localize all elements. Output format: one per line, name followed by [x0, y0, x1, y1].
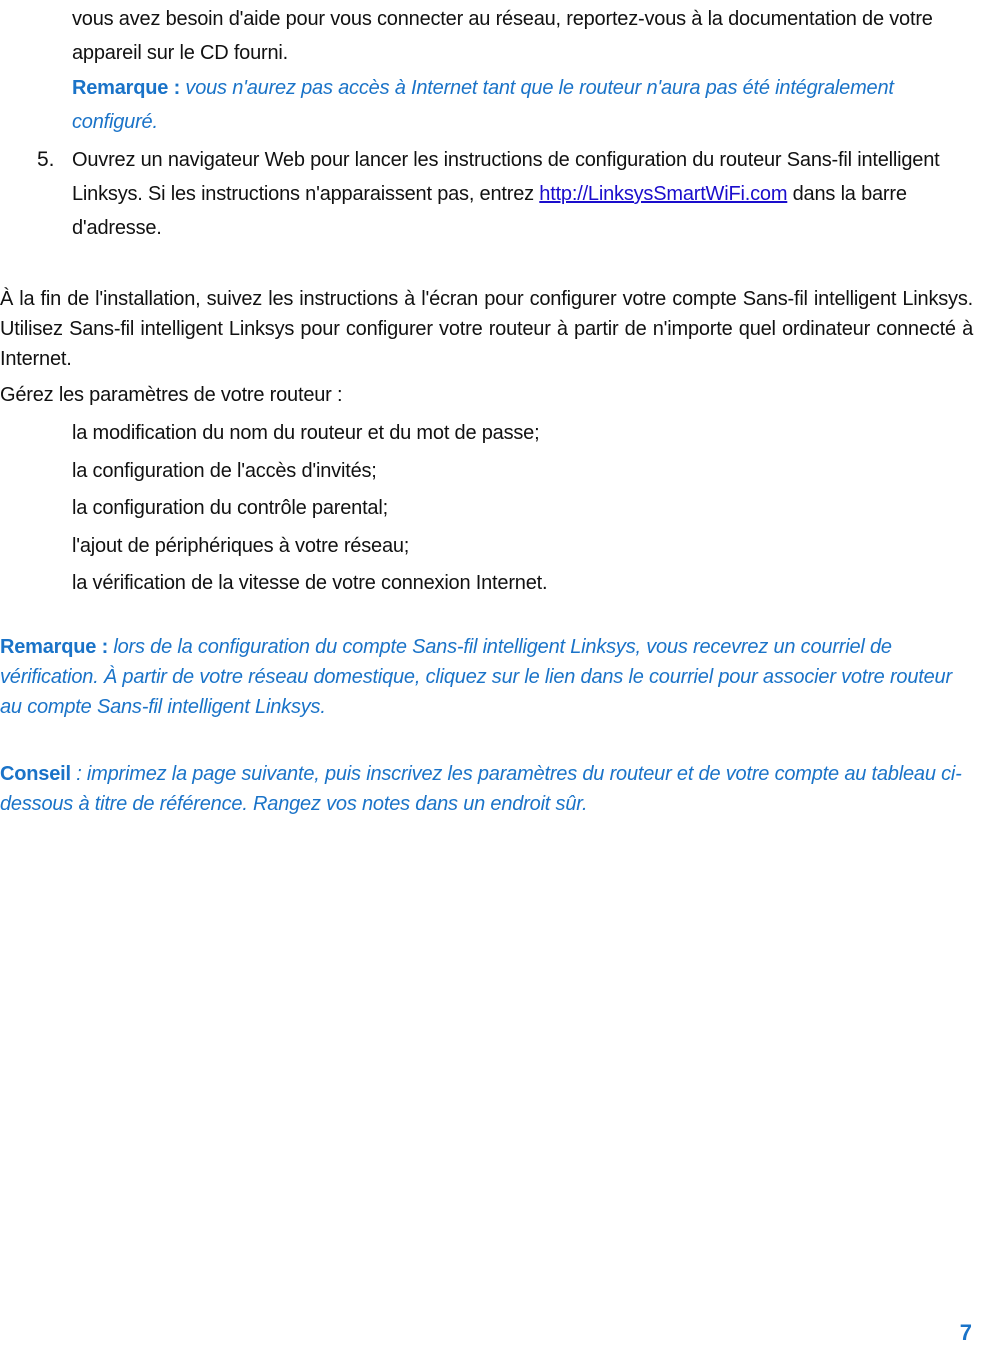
tip-label: Conseil	[0, 763, 71, 785]
step-5-body-end: dans la barre d'adresse.	[72, 183, 907, 239]
list-item: la modification du nom du routeur et du mot de passe;	[72, 422, 540, 444]
step-4-note	[72, 71, 972, 139]
manage-list	[72, 415, 547, 603]
step-4-text	[72, 2, 972, 70]
list-item: la vérification de la vitesse de votre connexion Internet.	[72, 572, 548, 594]
step-5-body: Ouvrez un navigateur Web pour lancer les instructions de configuration du routeur Sans-fil intelligent Linksys. Si les instructions n'apparaissent pas, entrez	[72, 149, 940, 205]
step-4-body: vous avez besoin d'aide pour vous connecter au réseau, reportez-vous à la documentation de votre appareil sur le CD fourni.	[72, 8, 933, 64]
note-text: vous n'aurez pas accès à Internet tant que le routeur n'aura pas été intégralement configuré.	[72, 77, 894, 133]
note-text: lors de la configuration du compte Sans-fil intelligent Linksys, vous recevrez un courriel de vérification. À partir de votre réseau domestique, cliquez sur le lien dans le courriel pour associer votre routeur au compte Sans-fil intelligent Linksys.	[0, 636, 952, 718]
manage-heading: Gérez les paramètres de votre routeur :	[0, 384, 343, 406]
list-item: la configuration du contrôle parental;	[72, 497, 388, 519]
verification-note	[0, 632, 973, 722]
page-number: 7	[959, 1320, 972, 1345]
list-item: la configuration de l'accès d'invités;	[72, 459, 377, 482]
step-5-text	[72, 143, 972, 245]
smartwifi-link[interactable]: http://LinksysSmartWiFi.com	[539, 183, 788, 205]
tip-text: : imprimez la page suivante, puis inscrivez les paramètres du routeur et de votre compte au tableau ci-dessous à titre de référence. Rangez vos notes dans un endroit sûr.	[0, 763, 962, 815]
tip-note	[0, 759, 973, 819]
step-number-5: 5.	[37, 148, 55, 171]
note-label: Remarque :	[72, 77, 181, 99]
note-label: Remarque :	[0, 636, 109, 658]
intro-paragraph: À la fin de l'installation, suivez les instructions à l'écran pour configurer votre compte Sans-fil intelligent Linksys. Utilisez Sans-fil intelligent Linksys pour configurer votre routeur à partir de n'importe quel ordinateur connecté à Internet.	[0, 288, 973, 370]
list-item: l'ajout de périphériques à votre réseau;	[72, 534, 410, 557]
